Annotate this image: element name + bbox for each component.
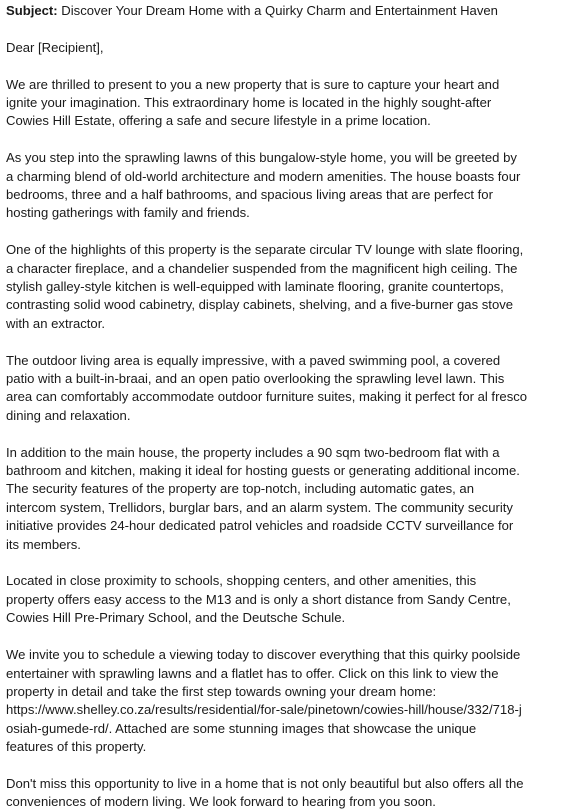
paragraph-line: its members. [6, 536, 81, 552]
subject-text: Discover Your Dream Home with a Quirky Charm and Entertainment Haven [57, 3, 498, 18]
paragraph-line: patio with a built-in-braai, and an open patio overlooking the sprawling level lawn. This [6, 371, 505, 387]
subject-label: Subject: [6, 3, 58, 18]
paragraph-line: We invite you to schedule a viewing today to discover everything that this quirky poolside [6, 647, 521, 663]
paragraph-intro [6, 76, 567, 131]
paragraph-line: intercom system, Trellidors, burglar bars, and an alarm system. The community security [6, 499, 513, 515]
paragraph-line: ignite your imagination. This extraordinary home is located in the highly sought-after [6, 95, 492, 110]
property-link-line: https://www.shelley.co.za/results/residential/for-sale/pinetown/cowies-hill/house/332/718-j [6, 702, 522, 718]
paragraph-line: a charming blend of old-world architecture and modern amenities. The house boasts four [6, 168, 521, 184]
paragraph-line: osiah-gumede-rd/. Attached are some stunning images that showcase the unique [6, 720, 477, 736]
paragraph-line: The outdoor living area is equally impressive, with a paved swimming pool, a covered [6, 352, 501, 368]
paragraph-invitation [6, 646, 567, 756]
paragraph-line: area can comfortably accommodate outdoor furniture suites, making it perfect for al fresco [6, 389, 528, 405]
paragraph-line: Don't miss this opportunity to live in a home that is not only beautiful but also offers all the [6, 775, 524, 791]
paragraph-line: property in detail and take the first step towards owning your dream home: [6, 683, 437, 699]
paragraph-line: bedrooms, three and a half bathrooms, and spacious living areas that are perfect for [6, 187, 493, 203]
paragraph-location [6, 572, 567, 627]
paragraph-line: The security features of the property are top-notch, including automatic gates, an [6, 481, 474, 497]
paragraph-line: One of the highlights of this property is the separate circular TV lounge with slate flooring, [6, 242, 524, 258]
paragraph-line: Cowies Hill Estate, offering a safe and secure lifestyle in a prime location. [6, 113, 431, 129]
paragraph-line: initiative provides 24-hour dedicated patrol vehicles and roadside CCTV surveillance for [6, 518, 514, 534]
paragraph-line: Located in close proximity to schools, shopping centers, and other amenities, this [6, 573, 477, 589]
paragraph-line: contrasting solid wood cabinetry, display cabinets, shelving, and a five-burner gas stove [6, 297, 514, 313]
paragraph-line: As you step into the sprawling lawns of this bungalow-style home, you will be greeted by [6, 150, 517, 166]
paragraph-line: entertainer with sprawling lawns and a flatlet has to offer. Click on this link to view the [6, 665, 499, 681]
paragraph-outdoor [6, 352, 567, 426]
paragraph-line: Cowies Hill Pre-Primary School, and the Deutsche Schule. [6, 610, 346, 626]
paragraph-highlights [6, 241, 567, 333]
subject-line [6, 2, 567, 20]
paragraph-closing [6, 775, 567, 812]
greeting: Dear [Recipient], [6, 39, 104, 55]
paragraph-line: conveniences of modern living. We look forward to hearing from you soon. [6, 794, 436, 810]
paragraph-line: We are thrilled to present to you a new property that is sure to capture your heart and [6, 76, 500, 92]
paragraph-line: hosting gatherings with family and friends. [6, 205, 250, 221]
paragraph-line: In addition to the main house, the property includes a 90 sqm two-bedroom flat with a [6, 444, 500, 460]
paragraph-line: bathroom and kitchen, making it ideal for hosting guests or generating additional income. [6, 463, 520, 479]
paragraph-line: stylish galley-style kitchen is well-equipped with laminate flooring, granite countertops, [6, 279, 504, 295]
paragraph-line: features of this property. [6, 739, 147, 755]
paragraph-line: a character fireplace, and a chandelier suspended from the magnificent high ceiling. The [6, 260, 518, 276]
paragraph-line: dining and relaxation. [6, 407, 131, 423]
paragraph-line: property offers easy access to the M13 and is only a short distance from Sandy Centre, [6, 591, 511, 607]
paragraph-house-overview [6, 149, 567, 223]
paragraph-flat-security [6, 444, 567, 554]
paragraph-line: with an extractor. [6, 315, 105, 331]
